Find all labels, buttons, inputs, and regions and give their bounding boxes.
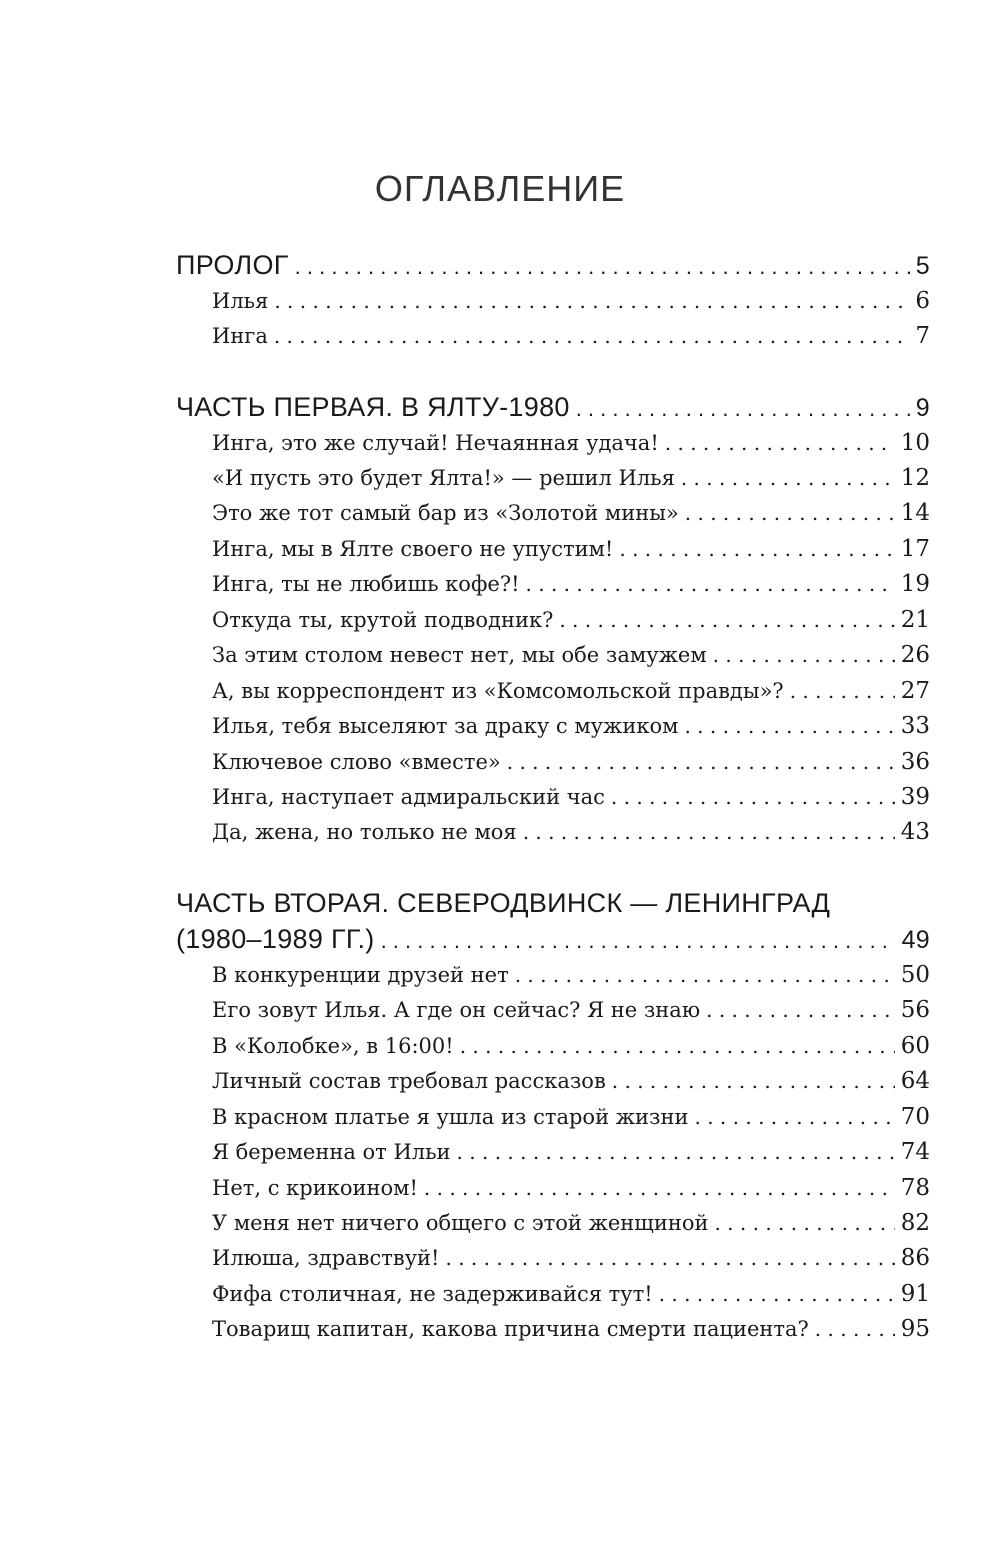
toc-entry-label: В «Колобке», в 16:00! — [212, 1034, 454, 1058]
toc-entry[interactable] — [212, 678, 930, 714]
toc-page-number: 19 — [900, 571, 930, 597]
toc-entry-label: Его зовут Илья. А где он сейчас? Я не знаю — [212, 998, 701, 1022]
toc-entry[interactable] — [212, 1139, 930, 1175]
toc-entry-label: Нет, с крикоином! — [212, 1176, 418, 1200]
leader-dots — [523, 820, 895, 844]
toc-entry-label: Это же тот самый бар из «Золотой мины» — [212, 501, 679, 525]
toc-entry-label: Личный состав требовал рассказов — [212, 1069, 606, 1093]
toc-page-number: 82 — [900, 1210, 930, 1236]
toc-entry-label: Инга — [212, 324, 268, 348]
toc-entry[interactable] — [212, 500, 930, 536]
toc-entry[interactable] — [212, 962, 930, 998]
toc-entry-label: ЧАСТЬ ПЕРВАЯ. В ЯЛТУ-1980 — [176, 392, 570, 422]
toc-entry-label: ПРОЛОГ — [176, 250, 289, 280]
toc-entry-label: У меня нет ничего общего с этой женщиной — [212, 1211, 709, 1235]
leader-dots — [295, 254, 910, 280]
toc-entry-part-two[interactable] — [176, 924, 930, 960]
leader-dots — [559, 608, 894, 632]
toc-entry-prologue[interactable] — [176, 250, 930, 286]
leader-dots — [576, 396, 910, 422]
leader-dots — [665, 431, 895, 455]
leader-dots — [685, 501, 895, 525]
toc-page-number: 60 — [900, 1033, 930, 1059]
toc-page-number: 27 — [900, 678, 930, 704]
toc-page-number: 95 — [900, 1316, 930, 1342]
leader-dots — [714, 1211, 894, 1235]
toc-entry[interactable] — [212, 1281, 930, 1317]
leader-dots — [274, 289, 909, 313]
toc-entry-label: За этим столом невест нет, мы обе замужем — [212, 643, 707, 667]
toc-page-number: 43 — [900, 819, 930, 845]
toc-page-number: 70 — [900, 1104, 930, 1130]
toc-entry-label: (1980–1989 ГГ.) — [176, 924, 375, 954]
toc-page-number: 10 — [900, 430, 930, 456]
toc-entry[interactable] — [212, 288, 930, 324]
leader-dots — [274, 324, 910, 348]
toc-page-number: 78 — [900, 1175, 930, 1201]
toc-entry[interactable] — [212, 642, 930, 678]
leader-dots — [457, 1140, 895, 1164]
toc-page-number: 17 — [900, 536, 930, 562]
toc-entry[interactable] — [212, 819, 930, 855]
toc-entry[interactable] — [212, 784, 930, 820]
toc-page-number: 26 — [900, 642, 930, 668]
leader-dots — [695, 1105, 895, 1129]
toc-page-number: 86 — [900, 1245, 930, 1271]
toc-entry[interactable] — [212, 465, 930, 501]
leader-dots — [706, 998, 895, 1022]
toc-entry-label: А, вы корреспондент из «Комсомольской правды»? — [212, 679, 784, 703]
toc-entry-label: Откуда ты, крутой подводник? — [212, 608, 554, 632]
toc-entry[interactable] — [212, 1068, 930, 1104]
toc-entry[interactable] — [212, 997, 930, 1033]
toc-entry-part-two-line1[interactable]: ЧАСТЬ ВТОРАЯ. СЕВЕРОДВИНСК — ЛЕНИНГРАД — [176, 888, 831, 918]
leader-dots — [424, 1176, 895, 1200]
toc-entry-label: Инга, мы в Ялте своего не упустим! — [212, 537, 614, 561]
toc-entry-label: Я беременна от Ильи — [212, 1140, 451, 1164]
leader-dots — [790, 679, 895, 703]
toc-page-number: 39 — [900, 784, 930, 810]
toc-page-number: 64 — [900, 1068, 930, 1094]
leader-dots — [515, 963, 895, 987]
leader-dots — [611, 785, 895, 809]
toc-entry[interactable] — [212, 571, 930, 607]
toc-entry-label: Инга, это же случай! Нечаянная удача! — [212, 431, 659, 455]
toc-entry[interactable] — [212, 1033, 930, 1069]
toc-entry[interactable] — [212, 1210, 930, 1246]
toc-entry[interactable] — [212, 1104, 930, 1140]
toc-entry[interactable] — [212, 430, 930, 466]
toc-entry[interactable] — [212, 323, 930, 359]
toc-entry-label: Инга, наступает адмиральский час — [212, 785, 605, 809]
toc-entry-label: Илья — [212, 289, 269, 313]
toc-entry[interactable] — [212, 1245, 930, 1281]
toc-page-number: 6 — [915, 288, 930, 314]
toc-entry-label: Товарищ капитан, какова причина смерти пациента? — [212, 1317, 809, 1341]
toc-page-number: 14 — [900, 500, 930, 526]
page-title: ОГЛАВЛЕНИЕ — [374, 168, 626, 209]
toc-entry[interactable] — [212, 1175, 930, 1211]
toc-entry[interactable] — [212, 1316, 930, 1352]
leader-dots — [619, 537, 894, 561]
toc-entry-label: В конкуренции друзей нет — [212, 963, 509, 987]
toc-page-number: 33 — [900, 713, 930, 739]
toc-entry-label: Илья, тебя выселяют за драку с мужиком — [212, 714, 679, 738]
toc-page-number: 50 — [900, 962, 930, 988]
leader-dots — [612, 1069, 895, 1093]
leader-dots — [446, 1246, 895, 1270]
toc-page-number: 36 — [900, 749, 930, 775]
toc-page-number: 7 — [915, 323, 930, 349]
leader-dots — [659, 1282, 895, 1306]
toc-page-number: 21 — [900, 607, 930, 633]
toc-entry[interactable] — [212, 749, 930, 785]
leader-dots — [815, 1317, 895, 1341]
toc-entry[interactable] — [212, 607, 930, 643]
toc-entry-label: Илюша, здравствуй! — [212, 1246, 440, 1270]
toc-page-number: 5 — [915, 252, 930, 280]
toc-page-number: 74 — [900, 1139, 930, 1165]
toc-page-number: 91 — [900, 1281, 930, 1307]
toc-entry-label: Ключевое слово «вместе» — [212, 750, 501, 774]
toc-entry-label: В красном платье я ушла из старой жизни — [212, 1105, 689, 1129]
leader-dots — [713, 643, 895, 667]
toc-page-number: 49 — [901, 926, 930, 954]
leader-dots — [381, 928, 896, 954]
leader-dots — [460, 1034, 895, 1058]
toc-entry-label: Да, жена, но только не моя — [212, 820, 517, 844]
toc-entry-label: Фифа столичная, не задерживайся тут! — [212, 1282, 653, 1306]
leader-dots — [684, 714, 894, 738]
toc-page-number: 12 — [900, 465, 930, 491]
toc-page-number: 56 — [900, 997, 930, 1023]
leader-dots — [681, 466, 895, 490]
leader-dots — [526, 572, 895, 596]
toc-entry[interactable] — [212, 713, 930, 749]
toc-entry-label: «И пусть это будет Ялта!» — решил Илья — [212, 466, 675, 490]
toc-entry-part-one[interactable] — [176, 392, 930, 428]
leader-dots — [507, 750, 895, 774]
toc-entry-label: Инга, ты не любишь кофе?! — [212, 572, 520, 596]
toc-page-number: 9 — [915, 394, 930, 422]
toc-entry[interactable] — [212, 536, 930, 572]
